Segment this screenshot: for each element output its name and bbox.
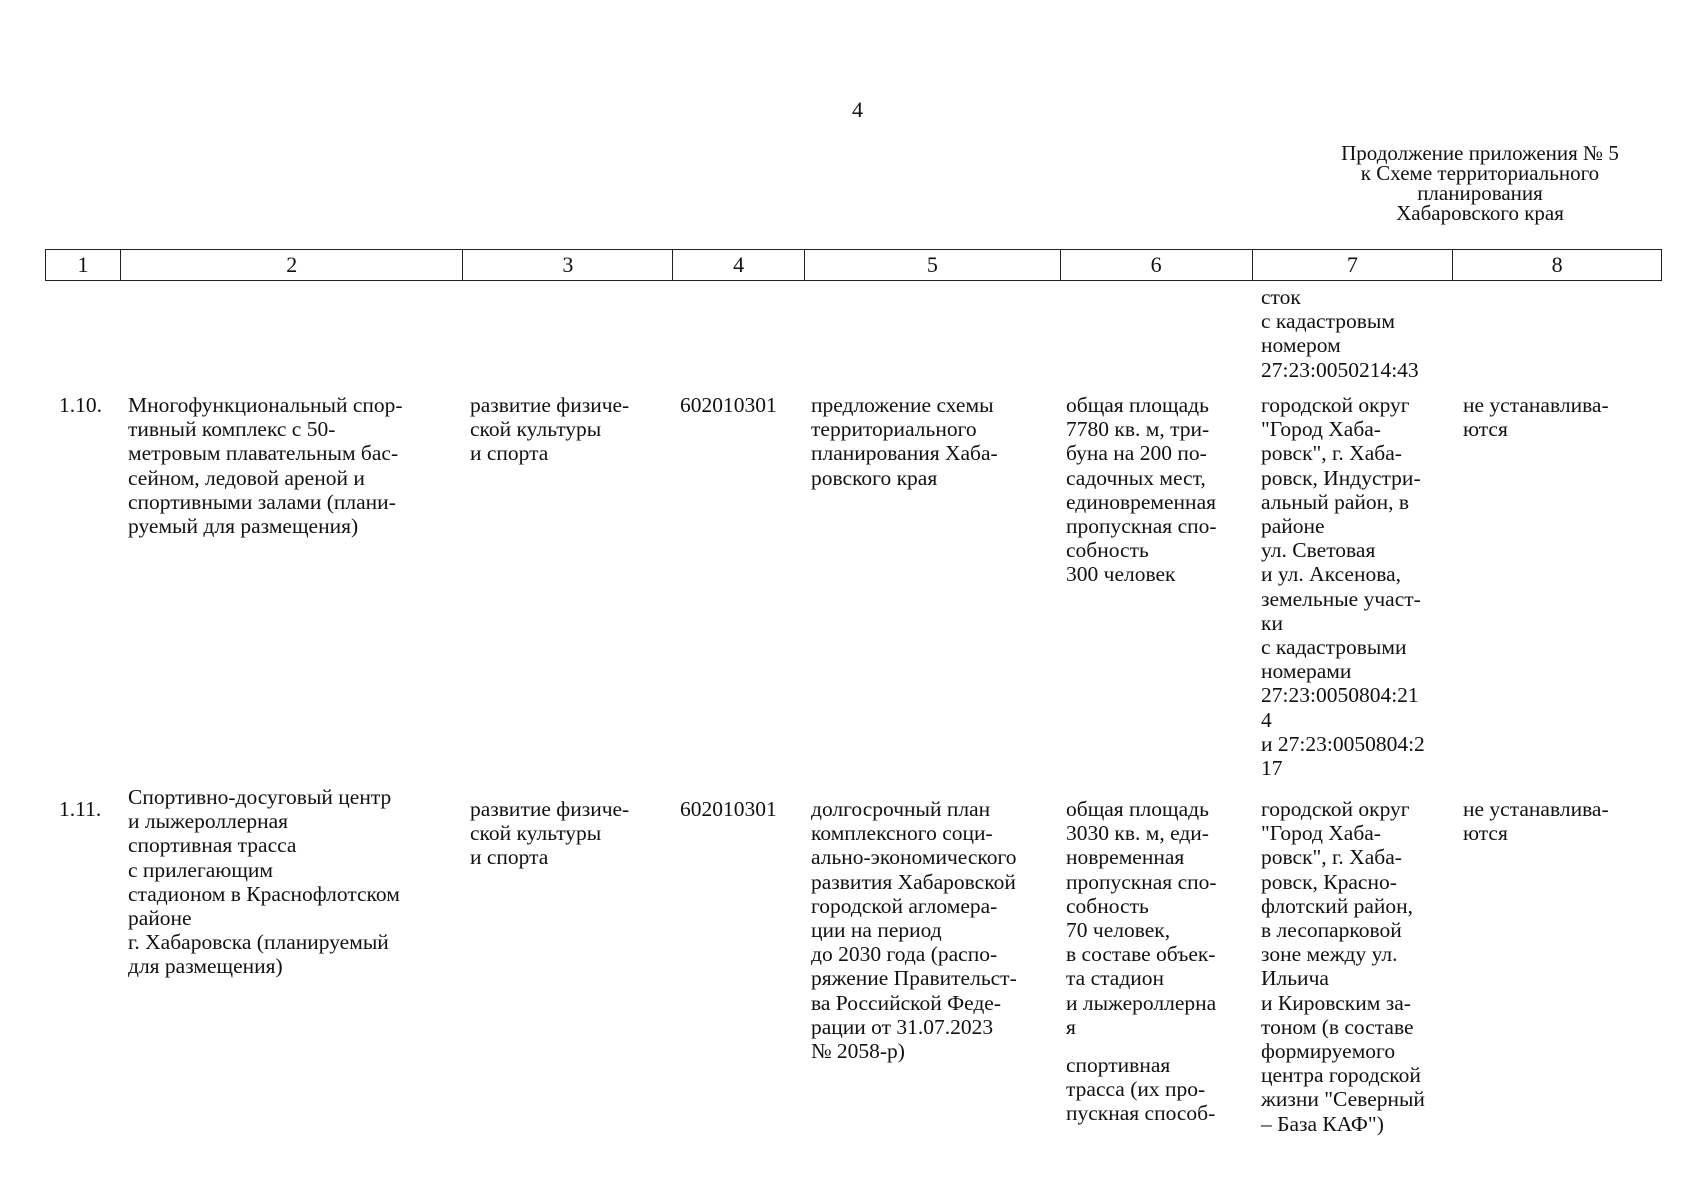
text-line: городской агломера- [811,893,998,918]
text-line: городской округ [1261,393,1410,417]
column-number-4: 4 [673,250,805,280]
text-line: ки [1261,610,1283,635]
protection-zones-cell [1463,797,1609,845]
text-line: новременная [1066,845,1185,870]
text-line: предложение схемы [811,393,994,417]
purpose-cell [470,393,629,466]
text-line: в составе объек- [1066,942,1216,967]
text-line: 70 человек, [1066,918,1171,943]
characteristics-cell-continued [1066,1053,1215,1126]
appendix-note-line: планирования [1417,181,1543,205]
text-line: пропускная спо- [1066,514,1217,539]
text-line: развитие физиче- [470,797,630,821]
text-line: зоне между ул. [1261,942,1398,967]
text-line: № 2058-р) [811,1039,905,1064]
text-line: буна на 200 по- [1066,441,1207,466]
text-line: не устанавлива- [1463,393,1609,417]
text-line: 602010301 [680,393,777,417]
text-line: номерами [1261,659,1352,684]
text-line: ул. Световая [1261,538,1376,563]
text-line: номером [1261,333,1341,358]
code-cell [680,393,777,417]
column-number-6: 6 [1061,250,1253,280]
text-line: районе [1261,514,1325,539]
text-line: 7780 кв. м, три- [1066,417,1210,442]
text-line: ской культуры [470,417,602,442]
text-line: долгосрочный план [811,797,991,821]
appendix-note-line: Хабаровского края [1396,201,1564,225]
text-line: стадионом в Краснофлотском [128,881,400,906]
text-line: 602010301 [680,797,777,821]
appendix-note-line: Продолжение приложения № 5 [1341,141,1619,165]
text-line: 300 человек [1066,562,1176,587]
location-cell [1261,393,1425,780]
row-number-cell [59,393,102,417]
text-line: и спорта [470,845,549,870]
purpose-cell [470,797,629,870]
text-line: 4 [1261,707,1272,732]
text-line: земельные участ- [1261,586,1421,611]
text-line: Ильича [1261,966,1329,991]
text-line: ровск, Индустри- [1261,465,1421,490]
text-line: 1.10. [59,393,102,417]
basis-cell [811,393,998,490]
text-line: районе [128,906,192,931]
text-line: с прилегающим [128,857,274,882]
text-line: ально-экономического [811,845,1017,870]
text-line: городской округ [1261,797,1410,821]
text-line: 27:23:0050214:43 [1261,357,1419,382]
column-number-3: 3 [463,250,673,280]
object-name-cell [128,785,400,979]
basis-cell [811,797,1017,1063]
column-number-1: 1 [46,250,121,280]
text-line: для размещения) [128,954,283,979]
text-line: метровым плавательным бас- [128,441,399,466]
protection-zones-cell [1463,393,1609,441]
text-line: общая площадь [1066,393,1209,417]
text-line: – База КАФ") [1261,1111,1384,1136]
column-number-8: 8 [1551,252,1563,277]
text-line: ются [1463,821,1508,846]
text-line: рации от 31.07.2023 [811,1014,994,1039]
text-line: я [1066,1014,1076,1039]
table-column-header [45,249,1662,281]
text-line: и ул. Аксенова, [1261,562,1401,587]
text-line: территориального [811,417,977,442]
column-number-7: 7 [1253,250,1454,280]
text-line: 1.11. [59,797,102,821]
appendix-note [1300,143,1660,223]
text-line: с кадастровыми [1261,635,1407,660]
text-line: ровск", г. Хаба- [1261,845,1402,870]
text-line: ровского края [811,465,938,490]
text-line: и лыжероллерная [128,809,289,834]
text-line: развитие физиче- [470,393,630,417]
text-line: "Город Хаба- [1261,417,1381,442]
object-name-cell [128,393,403,538]
text-line: пускная способ- [1066,1101,1216,1126]
column-number-2: 2 [121,250,464,280]
text-line: садочных мест, [1066,465,1206,490]
characteristics-cell [1066,393,1217,587]
text-line: собность [1066,538,1149,563]
location-cell [1261,797,1425,1136]
text-line: жизни "Северный [1261,1087,1425,1112]
row-number-cell [59,797,101,821]
text-line: спортивная трасса [128,833,297,858]
text-line: и лыжероллерна [1066,990,1217,1015]
text-line: единовременная [1066,489,1216,514]
text-line: "Город Хаба- [1261,821,1381,846]
text-line: центра городской [1261,1063,1421,1088]
text-line: в лесопарковой [1261,918,1402,943]
text-line: ются [1463,417,1508,442]
column-number-5: 5 [805,250,1061,280]
text-line: флотский район, [1261,893,1414,918]
text-line: ции на период [811,918,942,943]
continued-location-cell [1261,285,1419,382]
text-line: спортивная [1066,1053,1171,1077]
text-line: 17 [1261,756,1283,781]
code-cell [680,797,777,821]
text-line: собность [1066,893,1149,918]
page-number: 4 [852,97,863,122]
text-line: спортивными залами (плани- [128,489,396,514]
text-line: ряжение Правительст- [811,966,1017,991]
text-line: не устанавлива- [1463,797,1609,821]
text-line: тоном (в составе [1261,1014,1414,1039]
text-line: ва Российской Феде- [811,990,1002,1015]
text-line: и Кировским за- [1261,990,1411,1015]
text-line: ской культуры [470,821,602,846]
text-line: руемый для размещения) [128,514,359,539]
text-line: г. Хабаровска (планируемый [128,930,389,955]
text-line: с кадастровым [1261,309,1395,334]
text-line: тивный комплекс с 50- [128,417,336,442]
text-line: сток [1261,285,1301,309]
text-line: и 27:23:0050804:2 [1261,731,1425,756]
text-line: и спорта [470,441,549,466]
text-line: пропускная спо- [1066,869,1217,894]
text-line: 3030 кв. м, еди- [1066,821,1209,846]
text-line: Спортивно-досуговый центр [128,785,392,809]
text-line: 27:23:0050804:21 [1261,683,1419,708]
text-line: формируемого [1261,1039,1396,1064]
text-line: та стадион [1066,966,1165,991]
text-line: сейном, ледовой ареной и [128,465,365,490]
text-line: альный район, в [1261,489,1410,514]
text-line: Многофункциональный спор- [128,393,403,417]
characteristics-cell [1066,797,1217,1039]
text-line: ровск, Красно- [1261,869,1397,894]
text-line: планирования Хаба- [811,441,998,466]
text-line: общая площадь [1066,797,1209,821]
text-line: до 2030 года (распо- [811,942,998,967]
text-line: развития Хабаровской [811,869,1016,894]
appendix-note-line: к Схеме территориального [1360,161,1600,185]
text-line: ровск", г. Хаба- [1261,441,1402,466]
text-line: трасса (их про- [1066,1077,1206,1102]
text-line: комплексного соци- [811,821,993,846]
